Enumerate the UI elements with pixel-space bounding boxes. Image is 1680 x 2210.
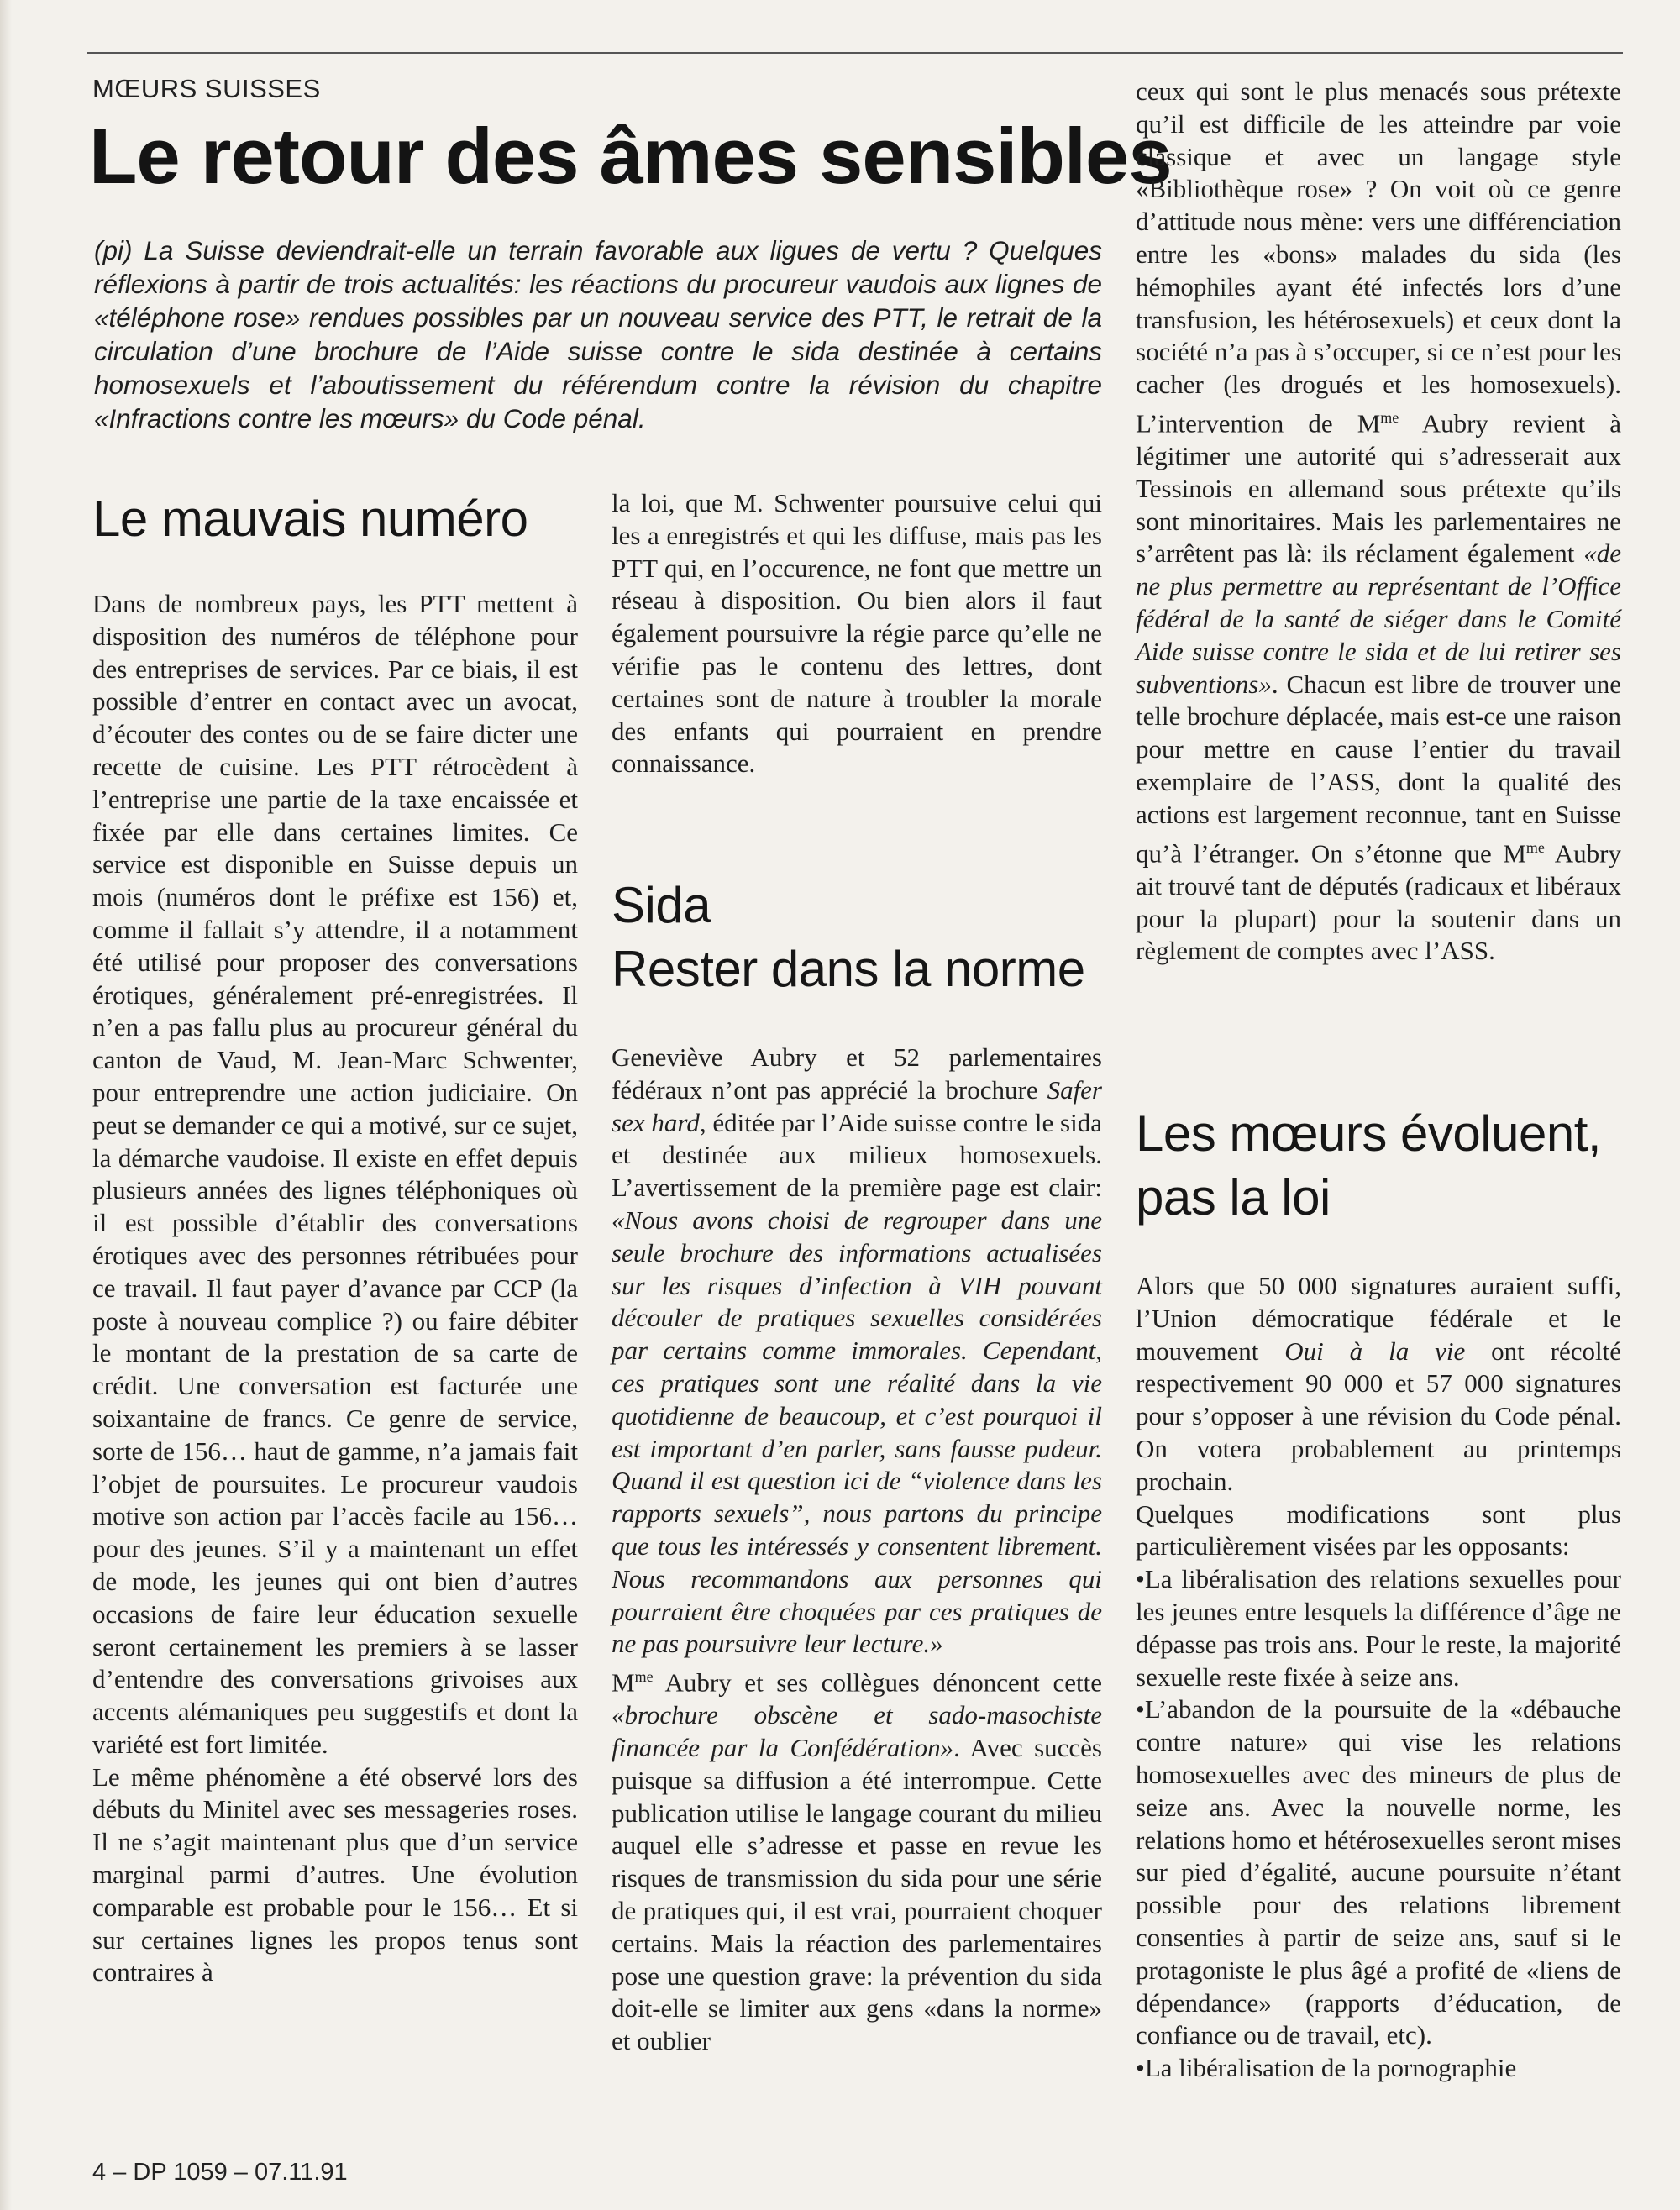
subheading-line: Rester dans la norme [612,941,1085,997]
folio: 4 – DP 1059 – 07.11.91 [92,2159,348,2186]
bullet-item: • La libéralisation des relations sexuelles pour les jeunes entre lesquels la différence d’âge ne dépasse pas trois ans. Pour le reste, la majorité sexuelle reste fixée à seize ans. [1136,1563,1621,1693]
text-run: Aubry revient à légitimer une autorité qui s’adresserait aux Tessinois en allemand sous prétexte qu’ils sont minoritaires. Mais les parlementaires ne s’arrêtent pas là: ils réclament également [1136,408,1622,569]
quotation: «Nous avons choisi de regrouper dans une seule brochure des informations actualisées sur les risques d’infection à VIH pouvant découler de pratiques sexuelles considérées par certains comme immorales. Cependant, ces pratiques sont une réalité dans la vie quotidienne de beaucoup, et c’est pourquoi il est important d’en parler, sans fausse pudeur. Quand il est question ici de “violence dans les rapports sexuels”, nous partons du principe que tous les intéressés y consentent librement. Nous recommandons aux personnes qui pourraient être choquées par ces pratiques de ne pas poursuivre leur lecture.» [612,1205,1102,1659]
paragraph: Dans de nombreux pays, les PTT mettent à disposition des numéros de téléphone pour des entreprises de services. Par ce biais, il est possible d’entrer en contact avec un avocat, d’écouter des contes ou de se faire dicter une recette de cuisine. Les PTT rétrocèdent à l’entreprise une partie de la taxe encaissée et fixée par elle dans certaines limites. Ce service est disponible en Suisse depuis un mois (numéros dont le préfixe est 156) et, comme il fallait s’y attendre, il a notamment été utilisé pour proposer des conversations érotiques, généralement pré-enregistrées. Il n’en a pas fallu plus au procureur général du canton de Vaud, M. Jean-Marc Schwenter, pour entreprendre une action judiciaire. On peut se demander ce qui a motivé, sur ce sujet, la démarche vaudoise. Il existe en effet depuis plusieurs années des lignes téléphoniques où il est possible d’établir des conversations érotiques avec des personnes rétribuées pour ce travail. Il faut payer d’avance par CCP (la poste à nouveau complice ?) ou faire débiter le montant de la prestation de sa carte de crédit. Une conversation est facturée une soixantaine de francs. Ce genre de service, sorte de 156… haut de gamme, n’a jamais fait l’objet de poursuites. Le procureur vaudois motive son action par l’accès facile au 156… pour des jeunes. S’il y a maintenant un effet de mode, les jeunes qui ont bien d’autres occasions de faire leur éducation sexuelle seront certainement les premiers à se lasser d’entendre des conversations grivoises aux accents alémaniques peu suggestifs et dont la variété est fort limitée. [92,589,578,1759]
paragraph: Le même phénomène a été observé lors des débuts du Minitel avec ses messageries roses. Il ne s’agit maintenant plus que d’un service marginal parmi d’autres. Une évolution comparable est probable pour le 156… Et si sur certaines lignes les propos tenus sont contraires à [92,1761,578,1987]
quotation: «brochure obscène et sado-masochiste financée par la Confédération» [612,1700,1102,1763]
text-run: . Chacun est libre de trouver une telle brochure déplacée, mais est-ce une raison pour mettre en cause l’entier du travail exemplaire de l’ASS, dont la qualité des actions est largement reconnue, tant en Suisse qu’à l’étranger. On s’étonne que M [1136,669,1621,868]
text-run: M [612,1667,635,1698]
rubric: MŒURS SUISSES [92,74,321,103]
text-run: ont récolté respectivement 90 000 et 57 000 signatures pour s’opposer à une révision du Code pénal. On votera probablement au printemps prochain. [1136,1336,1621,1496]
brochure-title: Safer sex hard [612,1074,1102,1137]
page-edge-shadow [0,0,12,2210]
top-rule [87,52,1623,54]
movement-name: Oui à la vie [1284,1336,1466,1366]
text-run: ceux qui sont le plus menacés sous prétexte qu’il est difficile de les atteindre par voie classique et avec un langage style «Bibliothèque rose» ? On voit où ce genre d’attitude nous mène: vers une différenciation entre les «bons» malades du sida (les hémophiles ayant été infectés lors d’une transfusion, les hétérosexuels) et ceux dont la société n’a pas à s’occuper, si ce n’est pour les cacher (les drogués et les homosexuels). L’intervention de M [1136,76,1621,438]
subheading-line: pas la loi [1136,1169,1331,1226]
paragraph [1136,76,1621,968]
subheading-line: Sida [612,877,711,933]
paragraph: la loi, que M. Schwenter poursuive celui qui les a enregistrés et qui les diffuse, mais pas les PTT qui, en l’occurence, ne font que mettre un réseau à disposition. Ou bien alors il faut également poursuivre la régie parce qu’elle ne vérifie pas le contenu des lettres, dont certaines sont de nature à troubler la morale des enfants qui pourraient en prendre connaissance. [612,488,1102,779]
chapeau: (pi) La Suisse deviendrait-elle un terrain favorable aux ligues de vertu ? Quelques réflexions à partir de trois actualités: les réactions du procureur vaudois aux lignes de «téléphone rose» rendues possibles par un nouveau service des PTT, le retrait de la circulation d’une brochure de l’Aide suisse contre le sida destinée à certains homosexuels et l’aboutissement du référendum contre la révision du chapitre «Infractions contre les mœurs» du Code pénal. [94,235,1102,433]
superscript: me [1380,408,1399,426]
column-3-bottom [1136,1270,1621,2085]
superscript: me [634,1668,654,1686]
bullet-item: • La libéralisation de la pornographie [1136,2052,1621,2085]
paragraph [1136,1270,1621,1499]
superscript: me [1525,838,1545,856]
column-2-top [612,487,1102,780]
subheading-mauvais-numero: Le mauvais numéro [92,491,528,547]
quotation: «de ne plus permettre au représentant de l’Office fédéral de la santé de siéger dans le Comité Aide suisse contre le sida et de lui retirer ses subventions» [1136,538,1621,699]
bullet-item: • L’abandon de la poursuite de la «débauche contre nature» qui vise les relations homosexuelles avec des mineurs de plus de seize ans. Avec la nouvelle norme, les relations homo et hétérosexuelles seront mises sur pied d’égalité, aucune poursuite n’étant possible pour des relations librement consenties à partir de seize ans, sauf si le protagoniste le plus âgé a profité de «liens de dépendance» (rapports d’éducation, de confiance ou de travail, etc). [1136,1693,1621,2052]
column-3-top [1136,76,1621,968]
paragraph [612,1042,1102,1661]
column-2-bottom [612,1042,1102,2058]
text-run: Geneviève Aubry et 52 parlementaires fédéraux n’ont pas apprécié la brochure [612,1042,1102,1105]
column-1 [92,588,578,1989]
paragraph [612,1661,1102,2058]
paragraph: Quelques modifications sont plus particulièrement visées par les opposants: [1136,1499,1621,1562]
subheading-moeurs [1136,1102,1601,1230]
text-run: Aubry ait trouvé tant de députés (radicaux et libéraux pour la plupart) pour la soutenir dans un règlement de comptes avec l’ASS. [1136,837,1622,966]
text-run: Aubry et ses collègues dénoncent cette [653,1667,1102,1698]
subheading-line: Les mœurs évoluent, [1136,1105,1602,1162]
text-run: , éditée par l’Aide suisse contre le sida et destinée aux milieux homosexuels. L’avertissement de la première page est clair: [612,1107,1102,1203]
text-run: . Avec succès puisque sa diffusion a été interrompue. Cette publication utilise le langage courant du milieu auquel elle s’adresse et passe en revue les risques de transmission du sida pour une série de pratiques qui, il est vrai, pourraient choquer certains. Mais la réaction des parlementaires pose une question grave: la prévention du sida doit-elle se limiter aux gens «dans la norme» et oublier [612,1733,1102,2056]
text-run: Alors que 50 000 signatures auraient suffi, l’Union démocratique fédérale et le mouvement [1136,1271,1621,1366]
subheading-sida [612,874,1085,1001]
headline: Le retour des âmes sensibles [89,112,1172,200]
